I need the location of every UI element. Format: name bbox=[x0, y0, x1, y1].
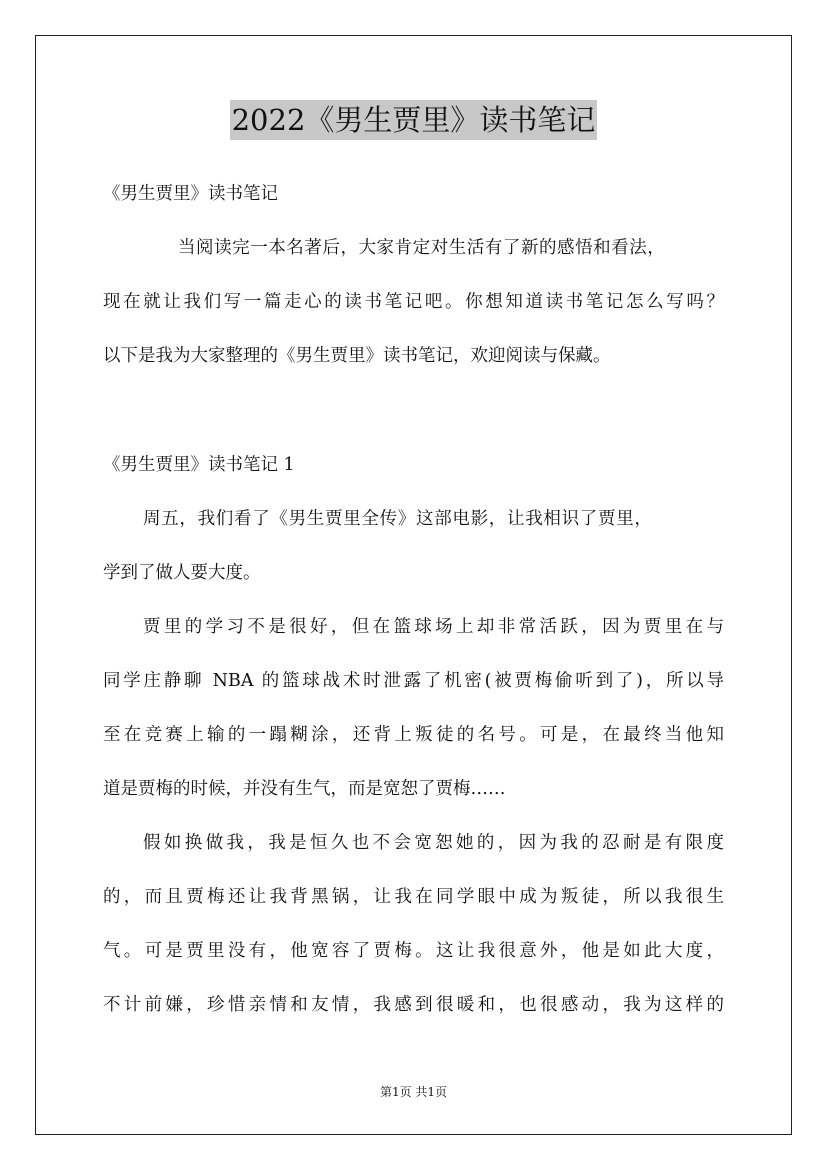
document-subtitle: 《男生贾里》读书笔记 bbox=[103, 184, 278, 204]
intro-line-1: 当阅读完一本名著后，大家肯定对生活有了新的感悟和看法， bbox=[178, 238, 666, 258]
body-line-8: 的，而且贾梅还让我背黑锅，让我在同学眼中成为叛徒，所以我很生 bbox=[103, 887, 724, 907]
body-line-2: 学到了做人要大度。 bbox=[103, 563, 261, 583]
title-container bbox=[0, 100, 827, 140]
page-footer: 第1页 共1页 bbox=[379, 1085, 448, 1099]
body-line-3: 贾里的学习不是很好，但在篮球场上却非常活跃，因为贾里在与 bbox=[143, 617, 724, 637]
body-line-6: 道是贾梅的时候，并没有生气，而是宽恕了贾梅…… bbox=[103, 779, 506, 799]
body-line-4: 同学庄静聊 NBA 的篮球战术时泄露了机密(被贾梅偷听到了)，所以导 bbox=[103, 671, 724, 691]
section-heading: 《男生贾里》读书笔记 1 bbox=[103, 455, 295, 475]
body-line-9: 气。可是贾里没有，他宽容了贾梅。这让我很意外，他是如此大度， bbox=[103, 941, 724, 961]
body-line-7: 假如换做我，我是恒久也不会宽恕她的，因为我的忍耐是有限度 bbox=[143, 833, 724, 853]
body-line-1: 周五，我们看了《男生贾里全传》这部电影，让我相识了贾里， bbox=[143, 509, 653, 529]
body-line-10: 不计前嫌，珍惜亲情和友情，我感到很暖和，也很感动，我为这样的 bbox=[103, 995, 724, 1015]
body-line-5: 至在竞赛上输的一蹋糊涂，还背上叛徒的名号。可是，在最终当他知 bbox=[103, 725, 724, 745]
intro-line-3: 以下是我为大家整理的《男生贾里》读书笔记，欢迎阅读与保藏。 bbox=[103, 346, 611, 366]
document-title: 2022《男生贾里》读书笔记 bbox=[230, 100, 598, 140]
intro-line-2: 现在就让我们写一篇走心的读书笔记吧。你想知道读书笔记怎么写吗？ bbox=[103, 292, 724, 312]
